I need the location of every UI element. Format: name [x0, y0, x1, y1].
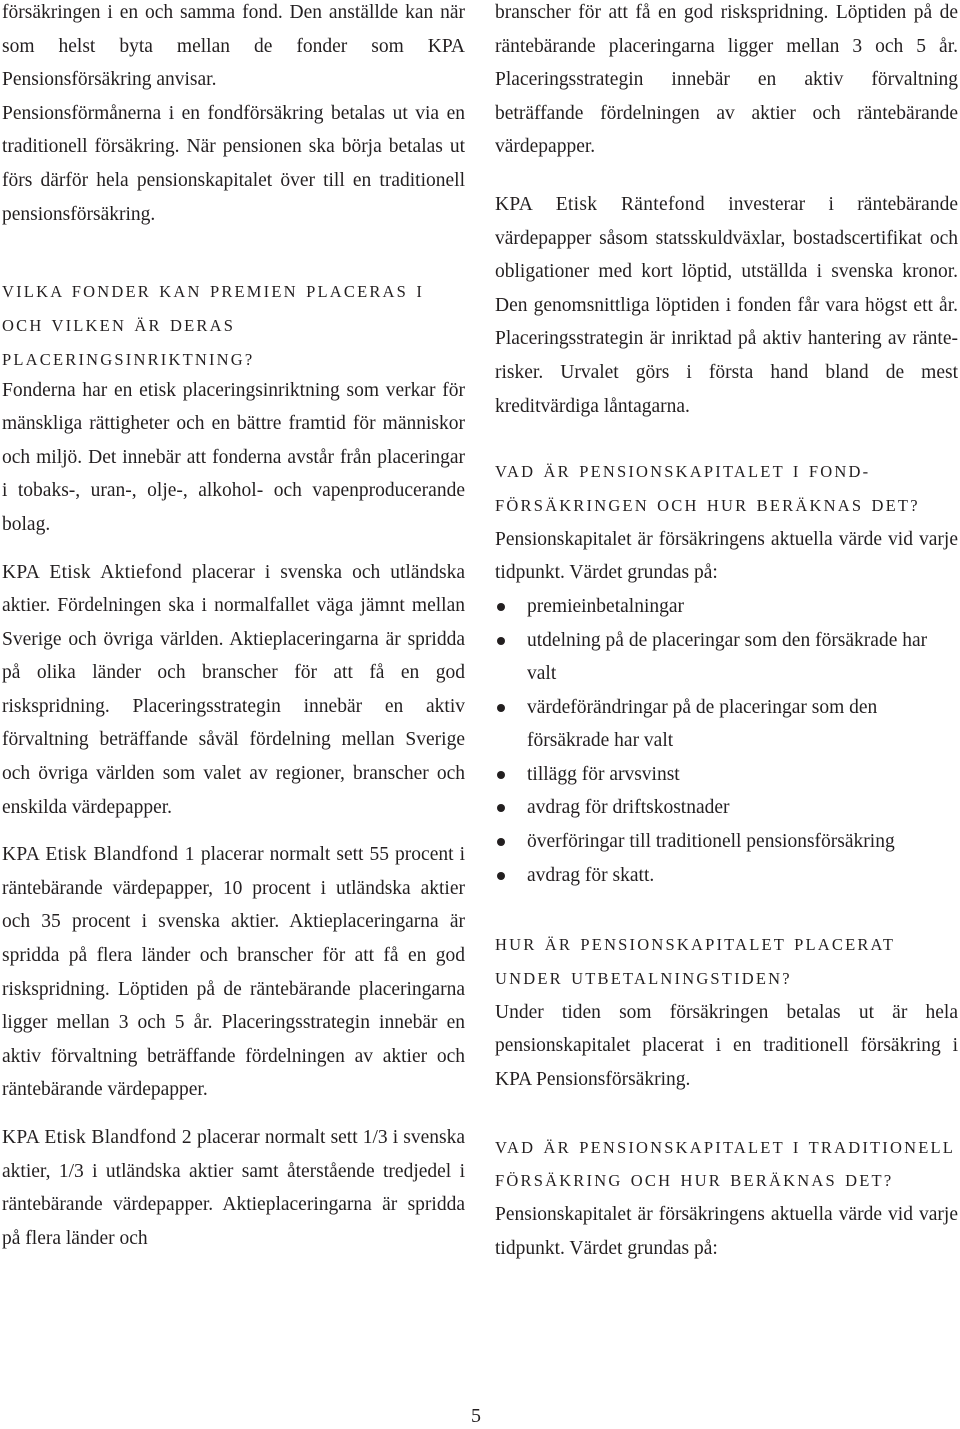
- paragraph-traditional-value: Pensionskapitalet är försäkringens aktuella värde vid varje tidpunkt. Värdet grundas på:: [495, 1204, 958, 1259]
- list-item: premieinbetalningar: [495, 590, 958, 624]
- list-item: tillägg för arvsvinst: [495, 758, 958, 792]
- paragraph-aktiefond: KPA Etisk Aktiefond placerar i svenska och utländska aktier. Fördelningen ska i normalfallet väga jämnt mellan Sverige och övriga världen. Aktieplaceringarna är spridda på olika länder och branscher för att få en god riskspridning. Placeringsstrategin innebär en aktiv förvaltning beträffande såväl fördelning mellan Sverige och övriga världen som valet av regioner, branscher och enskilda värdepapper.: [2, 561, 465, 818]
- paragraph-blandfond-2-continued: branscher för att få en god riskspridning. Löptiden på de räntebärande placeringarna ligger mellan 3 och 5 år. Placeringsstrategin innebär en aktiv förvaltning beträffande fördelningen av aktier och räntebärande värdepapper.: [495, 2, 958, 158]
- fund-name-blandfond-1: KPA Etisk Blandfond 1: [2, 844, 195, 866]
- paragraph-payout: Pensionsförmånerna i en fondförsäkring betalas ut via en traditionell försäkring. När pensionen ska börja betalas ut förs därför hela pensionskapitalet över till en traditionell pensionsförsäkring.: [2, 102, 465, 225]
- value-basis-list: [495, 590, 958, 892]
- paragraph-fund-choice: försäkringen i en och samma fond. Den anställde kan när som helst byta mellan de fonder som KPA Pensionsförsäkring anvisar.: [2, 2, 465, 91]
- left-column: [2, 0, 465, 1255]
- list-item: utdelning på de placeringar som den försäkrade har valt: [495, 624, 958, 691]
- heading-which-funds: VILKA FONDER KAN PREMIEN PLACERAS I OCH VILKEN ÄR DERAS PLACERINGSINRIKTNING?: [2, 282, 425, 369]
- list-item: avdrag för skatt.: [495, 859, 958, 893]
- right-column: [495, 0, 958, 1265]
- heading-payout-placement: HUR ÄR PENSIONSKAPITALET PLACERAT UNDER UTBETALNINGSTIDEN?: [495, 935, 895, 989]
- paragraph-blandfond-2: KPA Etisk Blandfond 2 placerar normalt sett 1/3 i svenska aktier, 1/3 i utländska aktier samt återstående tredjedel i räntebärande värdepapper. Aktieplaceringarna är spridda på flera länder och: [2, 1127, 465, 1249]
- paragraph-blandfond-1: KPA Etisk Blandfond 1 placerar normalt sett 55 procent i räntebärande värdepapper, 10 procent i utländska aktier och 35 procent i svenska aktier. Aktieplaceringarna är spridda på flera länder och branscher för att få en god riskspridning. Löptiden på de räntebärande placeringarna ligger mellan 3 och 5 år. Placeringsstrategin innebär en aktiv förvaltning beträffande fördelningen av aktier och räntebärande värdepapper.: [2, 844, 465, 1101]
- heading-traditional-capital: VAD ÄR PENSIONSKAPITALET I TRADITIONELL FÖRSÄKRING OCH HUR BERÄKNAS DET?: [495, 1137, 955, 1191]
- fund-name-aktiefond: KPA Etisk Aktiefond: [2, 561, 182, 583]
- paragraph-rantefond: KPA Etisk Räntefond investerar i räntebärande värdepapper såsom statsskuldväxlar, bostadscertifikat och obligationer med kort löptid, utställda i svenska kronor. Den genomsnittliga löptiden i fonden får vara högst ett år. Placeringsstrategin är inriktad på aktiv hantering av ränterisker. Urvalet görs i första hand bland de mest kreditvärdiga låntagarna.: [495, 193, 958, 417]
- list-item: värdeförändringar på de placeringar som den försäkrade har valt: [495, 691, 958, 758]
- paragraph-ethical-orientation: Fonderna har en etisk placeringsinriktning som verkar för mänskliga rättigheter och en bättre framtid för människor och miljö. Det innebär att fonderna avstår från placeringar i tobaks-, uran-, olje-, alkohol- och vapenproducerande bolag.: [2, 379, 465, 535]
- list-item: överföringar till traditionell pensionsförsäkring: [495, 825, 958, 859]
- heading-pension-capital-fund: VAD ÄR PENSIONSKAPITALET I FONDFÖRSÄKRINGEN OCH HUR BERÄKNAS DET?: [495, 462, 920, 515]
- fund-name-rantefond: KPA Etisk Räntefond: [495, 193, 705, 215]
- page-number: 5: [471, 1405, 481, 1427]
- list-item: avdrag för driftskostnader: [495, 791, 958, 825]
- paragraph-payout-placement: Under tiden som försäkringen betalas ut är hela pensionskapitalet placerat i en traditionell försäkring i KPA Pensionsförsäkring.: [495, 1001, 958, 1091]
- fund-name-blandfond-2: KPA Etisk Blandfond 2: [2, 1127, 192, 1149]
- paragraph-capital-value: Pensionskapitalet är försäkringens aktuella värde vid varje tidpunkt. Värdet grundas på:: [495, 528, 958, 584]
